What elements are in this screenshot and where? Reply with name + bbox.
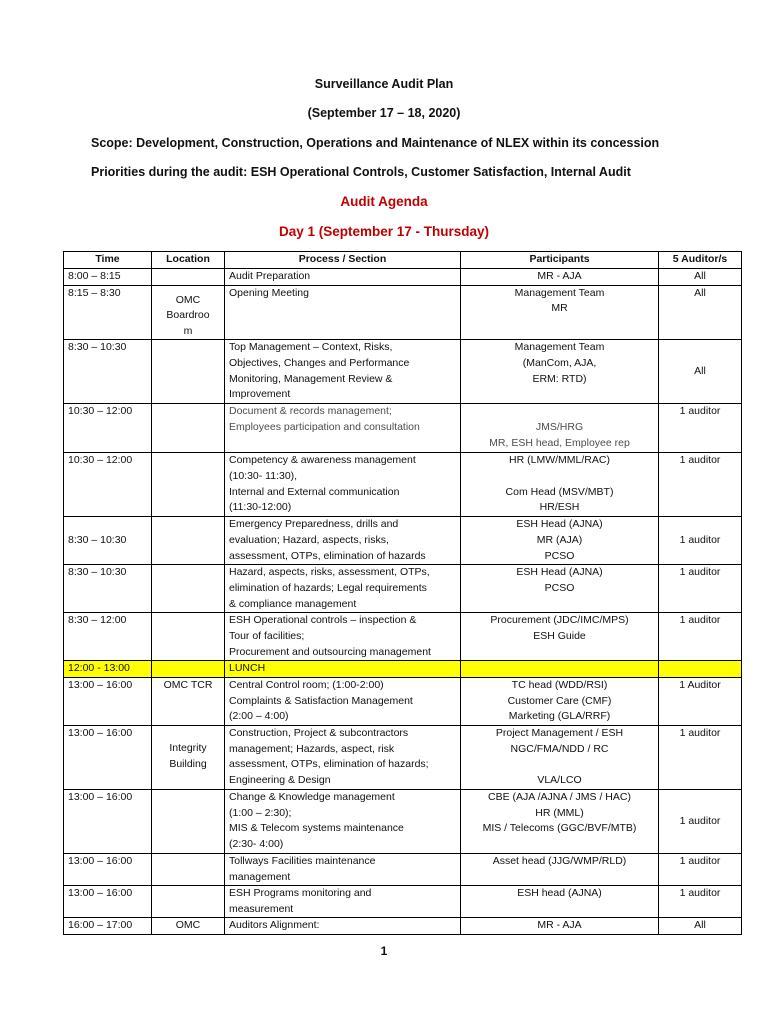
location-cell-omc: [152, 918, 225, 935]
process-line: (1:00 – 2:30);: [229, 806, 292, 819]
col-header-time: Time: [64, 252, 152, 269]
auditors-cell: 1 auditor: [659, 789, 742, 853]
col-header-process: Process / Section: [225, 252, 461, 269]
participants-cell: [461, 269, 659, 286]
process-cell: [225, 340, 461, 404]
process-line: elimination of hazards; Legal requirements: [229, 581, 427, 594]
process-line: ESH Operational controls – inspection &: [229, 614, 417, 627]
participant-line: Management Team: [514, 341, 605, 354]
process-line: Hazard, aspects, risks, assessment, OTPs,: [229, 566, 430, 579]
process-line: Procurement and outsourcing management: [229, 645, 431, 658]
auditors-cell: 1 auditor: [659, 886, 742, 918]
participant-line: MR - AJA: [537, 919, 582, 932]
audit-priorities: Priorities during the audit: ESH Operational Controls, Customer Satisfaction, Internal Audit: [91, 165, 631, 179]
participant-line: TC head (WDD/RSI): [511, 678, 608, 691]
participants-cell: [461, 340, 659, 404]
location-cell: [152, 340, 225, 404]
process-cell: [225, 661, 461, 678]
location-cell: [152, 853, 225, 885]
table-row: [64, 517, 742, 565]
participants-cell: [461, 677, 659, 725]
auditors-cell: All: [659, 918, 742, 935]
process-cell: [225, 853, 461, 885]
process-line: Top Management – Context, Risks,: [229, 341, 393, 354]
process-cell: [225, 789, 461, 853]
auditors-cell: 1 auditor: [659, 613, 742, 661]
location-cell: [152, 789, 225, 853]
location-cell-omc-tcr: [152, 677, 225, 725]
process-line: Document & records management;: [229, 405, 392, 418]
process-line: Competency & awareness management: [229, 454, 416, 467]
participant-line: HR (MML): [535, 806, 584, 819]
process-line: Internal and External communication: [229, 485, 400, 498]
process-cell: [225, 918, 461, 935]
participant-line: MR: [551, 302, 568, 315]
participant-line: VLA/LCO: [537, 773, 582, 786]
table-row: [64, 886, 742, 918]
time-cell: 10:30 – 12:00: [64, 404, 152, 453]
auditors-cell: All: [659, 269, 742, 286]
process-line: Tour of facilities;: [229, 629, 305, 642]
process-line: Objectives, Changes and Performance: [229, 356, 410, 369]
process-line: management: [229, 870, 291, 883]
participant-line: (ManCom, AJA,: [522, 356, 597, 369]
process-line: assessment, OTPs, elimination of hazards;: [229, 758, 429, 771]
audit-dates: (September 17 – 18, 2020): [307, 106, 461, 120]
participants-cell: [461, 853, 659, 885]
participant-line: JMS/HRG: [535, 420, 584, 433]
process-line: (2:00 – 4:00): [229, 710, 289, 723]
time-cell: 8:30 – 10:30: [64, 565, 152, 613]
participant-line: MR (AJA): [536, 533, 583, 546]
location-line: m: [183, 324, 193, 337]
time-cell: 8:30 – 10:30: [64, 517, 152, 565]
participants-cell: [461, 453, 659, 517]
time-cell: 8:15 – 8:30: [64, 285, 152, 340]
process-line: management; Hazards, aspect, risk: [229, 742, 395, 755]
process-cell: [225, 453, 461, 517]
process-line: Audit Preparation: [229, 270, 311, 282]
process-line: Employees participation and consultation: [229, 420, 420, 433]
participants-cell: [461, 404, 659, 453]
process-line: evaluation; Hazard, aspects, risks,: [229, 533, 389, 546]
location-cell: [152, 565, 225, 613]
location-cell: [152, 404, 225, 453]
process-line: Complaints & Satisfaction Management: [229, 694, 413, 707]
participant-line: Marketing (GLA/RRF): [508, 710, 611, 723]
location-cell: [152, 613, 225, 661]
process-line: MIS & Telecom systems maintenance: [229, 822, 404, 835]
participants-cell: [461, 613, 659, 661]
participants-cell: [461, 661, 659, 678]
participant-line: PCSO: [544, 581, 575, 594]
page-number: 1: [380, 944, 388, 958]
time-cell: 13:00 – 16:00: [64, 789, 152, 853]
participant-line: [465, 404, 654, 420]
process-cell: [225, 677, 461, 725]
participant-line: NGC/FMA/NDD / RC: [510, 742, 609, 755]
location-cell: [152, 661, 225, 678]
participant-line: HR (LMW/MML/RAC): [509, 454, 610, 467]
participant-line: Asset head (JJG/WMP/RLD): [492, 854, 627, 867]
col-header-participants: Participants: [461, 252, 659, 269]
location-cell: [152, 886, 225, 918]
location-line: Boardroo: [166, 309, 210, 322]
process-line: Engineering & Design: [229, 773, 331, 786]
process-line: (11:30-12:00): [229, 501, 292, 514]
participant-line: Project Management / ESH: [495, 726, 624, 739]
location-line: OMC: [175, 293, 201, 306]
table-row: [64, 340, 742, 404]
process-cell: [225, 886, 461, 918]
table-row: [64, 613, 742, 661]
table-row: [64, 285, 742, 340]
participants-cell: [461, 918, 659, 935]
participant-line: ESH Head (AJNA): [516, 518, 603, 531]
lunch-row: [64, 661, 742, 678]
auditors-cell: 1 Auditor: [659, 677, 742, 725]
table-row: [64, 269, 742, 286]
process-cell: [225, 404, 461, 453]
participant-line: MR, ESH head, Employee rep: [489, 436, 630, 449]
table-row: [64, 853, 742, 885]
process-line: Improvement: [229, 388, 291, 401]
process-line: & compliance management: [229, 597, 357, 610]
time-cell: 8:30 – 12:00: [64, 613, 152, 661]
participant-line: ESH Guide: [533, 629, 586, 642]
table-row: [64, 725, 742, 789]
auditors-cell: [659, 661, 742, 678]
process-cell: [225, 565, 461, 613]
table-row: [64, 677, 742, 725]
process-line: assessment, OTPs, elimination of hazards: [229, 549, 426, 562]
day-heading: Day 1 (September 17 - Thursday): [278, 224, 490, 239]
participant-line: MIS / Telecoms (GGC/BVF/MTB): [482, 822, 637, 835]
time-cell: 13:00 – 16:00: [64, 853, 152, 885]
table-header-row: [64, 252, 742, 269]
process-cell: [225, 285, 461, 340]
document-title: Surveillance Audit Plan: [314, 77, 454, 91]
location-line: OMC TCR: [163, 678, 213, 691]
time-cell: 12:00 - 13:00: [64, 661, 152, 678]
col-header-location: Location: [152, 252, 225, 269]
time-cell: 10:30 – 12:00: [64, 453, 152, 517]
time-cell: 13:00 – 16:00: [64, 725, 152, 789]
process-cell: [225, 269, 461, 286]
time-cell: 8:00 – 8:15: [64, 269, 152, 286]
process-line: Construction, Project & subcontractors: [229, 726, 409, 739]
process-line: Central Control room; (1:00-2:00): [229, 678, 384, 691]
participant-line: Management Team: [514, 286, 605, 299]
participants-cell: [461, 517, 659, 565]
participant-line: Procurement (JDC/IMC/MPS): [490, 614, 629, 627]
participant-line: ESH head (AJNA): [517, 887, 602, 900]
process-line: Opening Meeting: [229, 286, 309, 299]
col-header-auditors: 5 Auditor/s: [659, 252, 742, 269]
process-cell: [225, 613, 461, 661]
process-line: measurement: [229, 902, 294, 915]
participant-line: ESH Head (AJNA): [516, 566, 603, 579]
auditors-cell: 1 auditor: [659, 404, 742, 453]
time-cell: 8:30 – 10:30: [64, 340, 152, 404]
process-line: ESH Programs monitoring and: [229, 887, 372, 900]
audit-scope: Scope: Development, Construction, Operations and Maintenance of NLEX within its concession: [91, 136, 660, 150]
process-line: Emergency Preparedness, drills and: [229, 518, 399, 531]
process-cell: [225, 517, 461, 565]
participants-cell: [461, 886, 659, 918]
table-row: [64, 453, 742, 517]
audit-agenda-table: [63, 251, 742, 935]
auditors-cell: 1 auditor: [659, 517, 742, 565]
process-line: (2:30- 4:00): [229, 837, 284, 850]
participant-line: MR - AJA: [537, 270, 582, 282]
auditors-cell: 1 auditor: [659, 725, 742, 789]
participant-line: Customer Care (CMF): [507, 694, 612, 707]
auditors-cell: All: [659, 340, 742, 404]
participant-line: CBE (AJA /AJNA / JMS / HAC): [488, 790, 631, 803]
process-line: Change & Knowledge management: [229, 790, 395, 803]
process-line: Monitoring, Management Review &: [229, 372, 393, 385]
time-cell: 13:00 – 16:00: [64, 677, 152, 725]
agenda-heading: Audit Agenda: [340, 194, 428, 209]
process-line: (10:30- 11:30),: [229, 469, 298, 482]
table-row: [64, 404, 742, 453]
location-line: Building: [169, 757, 207, 770]
location-cell-integrity-building: [152, 725, 225, 789]
table-row: [64, 565, 742, 613]
participant-line: ERM: RTD): [532, 372, 587, 385]
participant-line: Com Head (MSV/MBT): [505, 485, 614, 498]
participants-cell: [461, 565, 659, 613]
participants-cell: [461, 725, 659, 789]
participants-cell: [461, 789, 659, 853]
participant-line: [465, 757, 654, 773]
auditors-cell: 1 auditor: [659, 453, 742, 517]
process-cell: [225, 725, 461, 789]
auditors-cell: All: [659, 285, 742, 340]
participants-cell: [461, 285, 659, 340]
process-line: LUNCH: [229, 662, 266, 675]
location-cell: [152, 517, 225, 565]
table-row: [64, 918, 742, 935]
auditors-cell: 1 auditor: [659, 565, 742, 613]
process-line: Auditors Alignment:: [229, 919, 320, 932]
time-cell: 16:00 – 17:00: [64, 918, 152, 935]
auditors-cell: 1 auditor: [659, 853, 742, 885]
location-cell-omc-boardroom: [152, 285, 225, 340]
table-row: [64, 789, 742, 853]
location-line: Integrity: [169, 741, 207, 754]
process-line: Tollways Facilities maintenance: [229, 854, 376, 867]
location-line: OMC: [175, 919, 201, 932]
time-cell: 13:00 – 16:00: [64, 886, 152, 918]
participant-line: PCSO: [544, 549, 575, 562]
participant-line: [465, 469, 654, 485]
participant-line: HR/ESH: [539, 501, 580, 514]
location-cell: [152, 269, 225, 286]
location-cell: [152, 453, 225, 517]
